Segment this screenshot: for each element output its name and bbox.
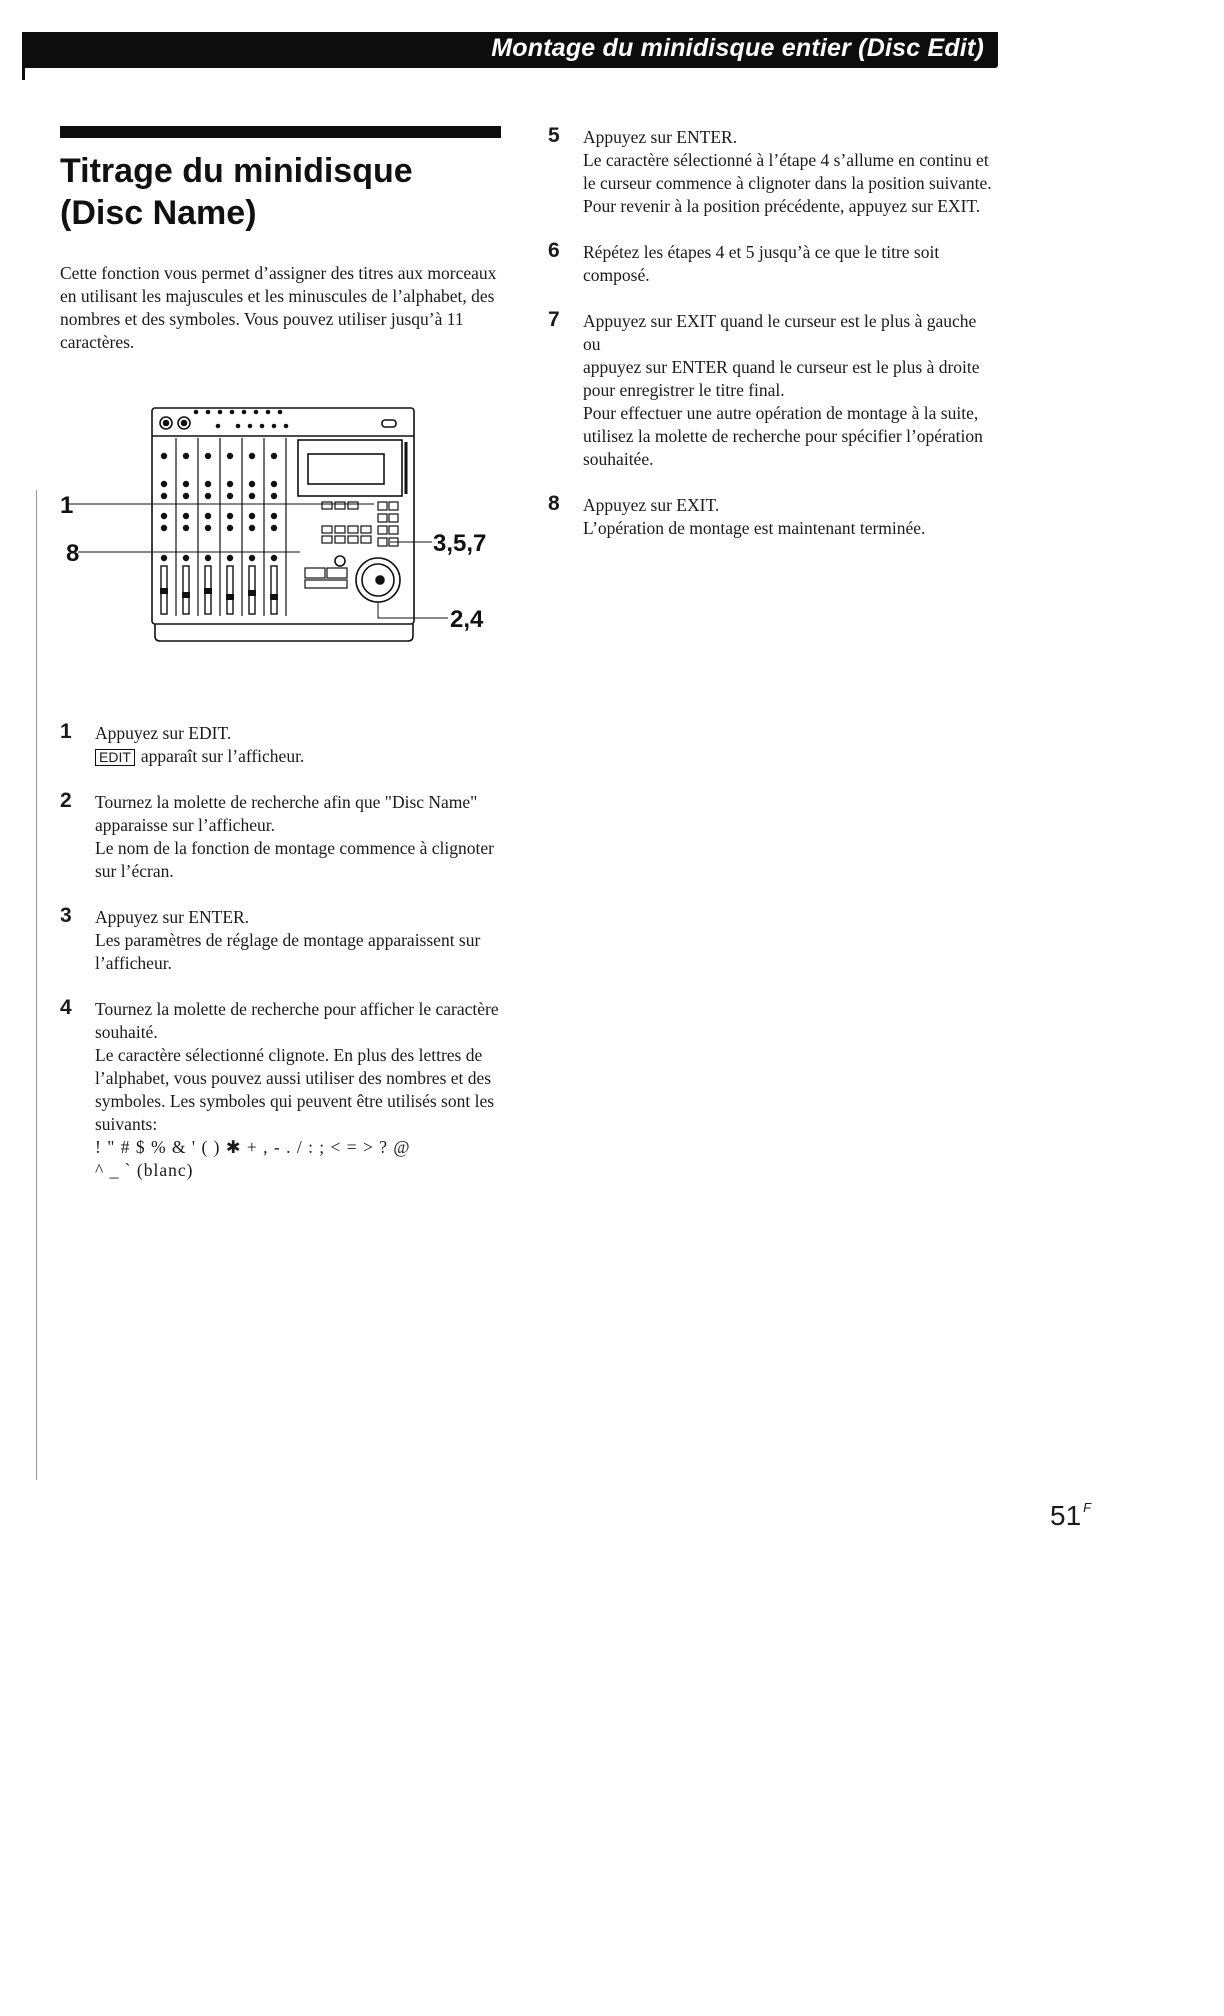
step-number: 7 bbox=[548, 308, 560, 331]
step-2 bbox=[60, 791, 500, 883]
header-bar bbox=[22, 32, 998, 68]
step-number: 1 bbox=[60, 720, 72, 743]
step-number: 5 bbox=[548, 124, 560, 147]
step-text: Appuyez sur ENTER. bbox=[95, 907, 250, 927]
intro-paragraph: Cette fonction vous permet d’assigner des titres aux morceaux en utilisant les majuscules et les minuscules de l’alphabet, des nombres et des symboles. Vous pouvez utiliser jusqu’à 11 caractères. bbox=[60, 263, 497, 352]
step-text: Tournez la molette de recherche afin que "Disc Name" apparaisse sur l’afficheur. bbox=[95, 792, 478, 835]
step-text-2-rest: apparaît sur l’afficheur. bbox=[140, 746, 305, 766]
step-text-3: Pour revenir à la position précédente, appuyez sur EXIT. bbox=[583, 196, 981, 216]
step-5 bbox=[548, 126, 998, 218]
section-intro bbox=[60, 126, 500, 372]
callout-3-5-7: 3,5,7 bbox=[433, 530, 487, 557]
step-7 bbox=[548, 310, 998, 471]
step-number: 2 bbox=[60, 789, 72, 812]
step-text: Appuyez sur ENTER. bbox=[583, 127, 738, 147]
step-text: Appuyez sur EXIT quand le curseur est le plus à gauche ou bbox=[583, 311, 977, 354]
step-text-2: Le caractère sélectionné clignote. En plus des lettres de l’alphabet, vous pouvez aussi utiliser des nombres et des symboles. Les symboles qui peuvent être utilisés sont les suivants: bbox=[95, 1045, 495, 1134]
section-title: Titrage du minidisque (Disc Name) bbox=[60, 152, 413, 232]
step-text-2 bbox=[95, 745, 500, 768]
step-number: 4 bbox=[60, 996, 72, 1019]
step-number: 8 bbox=[548, 492, 560, 515]
callout-2-4: 2,4 bbox=[450, 606, 484, 633]
step-8 bbox=[548, 494, 998, 540]
page-number-value: 51 bbox=[1050, 1500, 1082, 1531]
step-text: Appuyez sur EXIT. bbox=[583, 495, 720, 515]
callout-1: 1 bbox=[60, 492, 74, 519]
scan-margin-line bbox=[36, 490, 37, 1480]
step-number: 3 bbox=[60, 904, 72, 927]
symbols-line-2: ^ _ ` (blanc) bbox=[95, 1160, 194, 1180]
chapter-title: Montage du minidisque entier (Disc Edit) bbox=[491, 34, 984, 62]
step-text-2: Les paramètres de réglage de montage apparaissent sur l’afficheur. bbox=[95, 930, 481, 973]
callout-8: 8 bbox=[66, 540, 80, 567]
step-1 bbox=[60, 722, 500, 768]
step-text-2: appuyez sur ENTER quand le curseur est le plus à droite pour enregistrer le titre final. bbox=[583, 357, 980, 400]
step-text-3: Pour effectuer une autre opération de montage à la suite, utilisez la molette de recherche pour spécifier l’opération souhaitée. bbox=[583, 403, 983, 469]
page-number bbox=[1050, 1500, 1091, 1532]
step-text-2: L’opération de montage est maintenant terminée. bbox=[583, 518, 926, 538]
step-6 bbox=[548, 241, 998, 287]
step-4 bbox=[60, 998, 500, 1182]
edit-indicator: EDIT bbox=[95, 749, 135, 766]
step-text-2: Le caractère sélectionné à l’étape 4 s’allume en continu et le curseur commence à clignoter dans la position suivante. bbox=[583, 150, 992, 193]
step-text-2: Le nom de la fonction de montage commence à clignoter sur l’écran. bbox=[95, 838, 494, 881]
step-3 bbox=[60, 906, 500, 975]
device-figure bbox=[60, 398, 510, 648]
page-language-suffix: F bbox=[1083, 1500, 1092, 1515]
step-text: Tournez la molette de recherche pour afficher le caractère souhaité. bbox=[95, 999, 499, 1042]
step-number: 6 bbox=[548, 239, 560, 262]
steps-left-column bbox=[60, 722, 500, 1205]
step-text: Appuyez sur EDIT. bbox=[95, 723, 232, 743]
step-text: Répétez les étapes 4 et 5 jusqu’à ce que le titre soit composé. bbox=[583, 242, 940, 285]
header-tail-decoration bbox=[22, 68, 39, 80]
mixer-diagram bbox=[60, 398, 510, 648]
symbols-line-1: ! " # $ % & ' ( ) ✱ + , - . / : ; < = > ? @ bbox=[95, 1137, 411, 1157]
steps-right-column bbox=[548, 126, 998, 563]
section-rule bbox=[60, 126, 501, 138]
